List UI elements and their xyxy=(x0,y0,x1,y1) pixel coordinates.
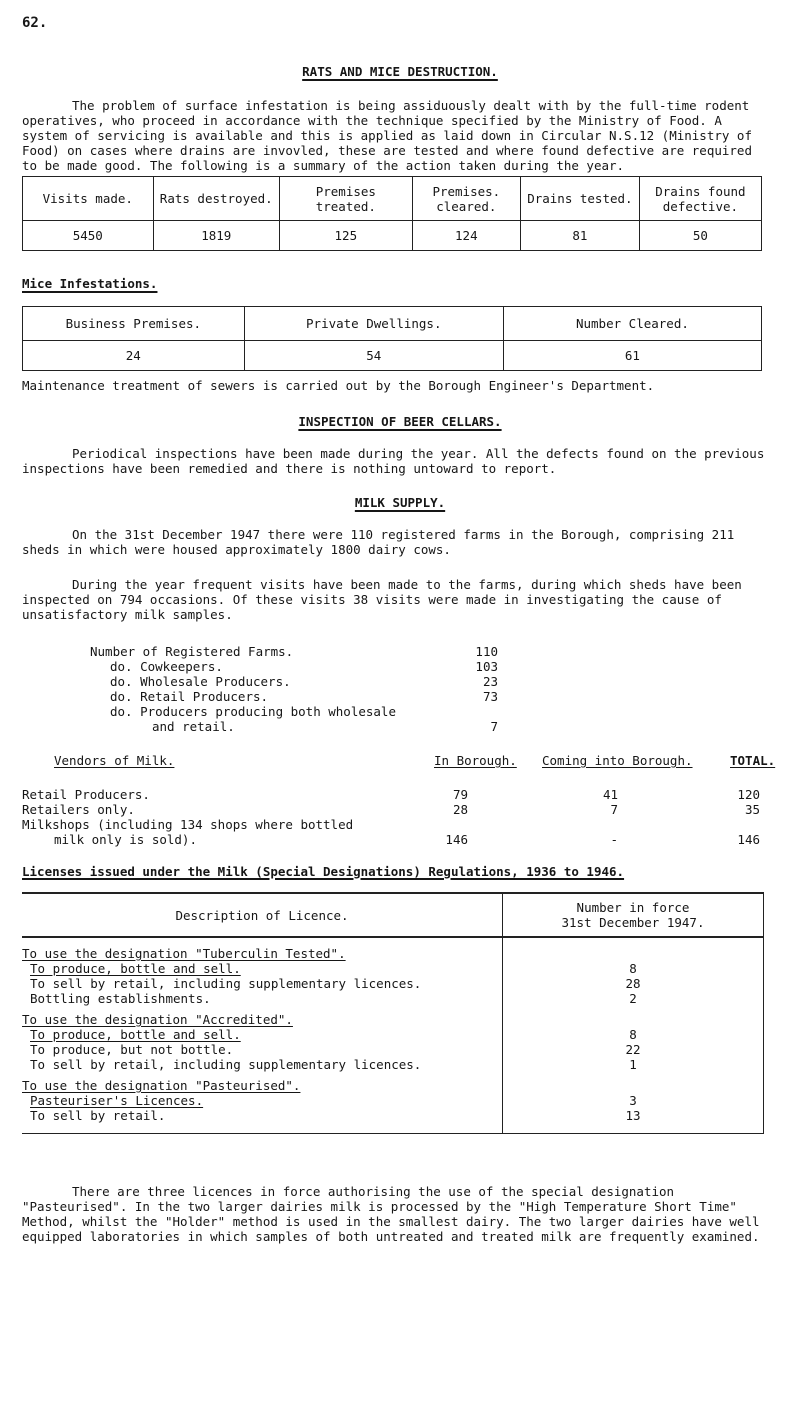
rats-value-cell: 124 xyxy=(412,221,520,251)
farm-value: 73 xyxy=(482,689,498,704)
farm-row xyxy=(0,674,800,689)
licence-group-title-spacer xyxy=(503,1078,763,1093)
farm-label: do. Wholesale Producers. xyxy=(110,674,291,689)
rats-header-cell: Drains tested. xyxy=(520,177,639,221)
mice-note: Maintenance treatment of sewers is carried out by the Borough Engineer's Department. xyxy=(22,378,655,393)
vendors-col-in-borough: In Borough. xyxy=(434,753,517,768)
milk-para1-block xyxy=(22,527,767,557)
rats-table-value-row xyxy=(23,221,762,251)
licence-group-numbers xyxy=(503,1078,763,1123)
vendor-label: Retail Producers. xyxy=(22,787,150,802)
farm-label: do. Producers producing both wholesale xyxy=(110,704,396,719)
licence-item-count: 1 xyxy=(629,1057,637,1072)
mice-header-cell: Business Premises. xyxy=(23,307,245,341)
beer-text-block xyxy=(22,446,767,476)
vendor-label-continued: milk only is sold). xyxy=(54,832,197,847)
licence-item: To sell by retail, including supplementary licences. xyxy=(30,976,422,991)
rats-value-cell: 5450 xyxy=(23,221,154,251)
licence-item-count: 8 xyxy=(629,961,637,976)
rats-heading: RATS AND MICE DESTRUCTION. xyxy=(302,64,498,79)
farm-value: 23 xyxy=(482,674,498,689)
licence-item-count: 3 xyxy=(629,1093,637,1108)
licence-item-count: 28 xyxy=(625,976,641,991)
licences-body-row xyxy=(22,937,764,1134)
vendor-total: 35 xyxy=(744,802,760,817)
farm-row xyxy=(0,689,800,704)
licences-closing: There are three licences in force authorising the use of the special designation "Pasteurised". In the two larger dairies milk is processed by the "High Temperature Short Time" Method, whilst the "Holder" method is used in the smallest dairy. The two larger dairies have well equipped laboratories in which samples of both untreated and treated milk are frequently examined. xyxy=(22,1184,760,1244)
licence-item: Bottling establishments. xyxy=(30,991,211,1006)
rats-table xyxy=(22,176,762,251)
rats-value-cell: 1819 xyxy=(153,221,279,251)
vendor-in-borough: 28 xyxy=(452,802,468,817)
page-number: 62. xyxy=(22,15,48,31)
vendor-coming-in: - xyxy=(610,832,618,847)
farm-value: 110 xyxy=(475,644,498,659)
licence-group xyxy=(22,1012,502,1072)
licences-col-number-line2: 31st December 1947. xyxy=(561,915,705,930)
vendors-title: Vendors of Milk. xyxy=(54,753,175,768)
mice-header-cell: Number Cleared. xyxy=(503,307,761,341)
vendors-col-coming-in: Coming into Borough. xyxy=(542,753,693,768)
milk-para1: On the 31st December 1947 there were 110 registered farms in the Borough, comprising 211 sheds in which were housed approximately 1800 dairy cows. xyxy=(22,527,735,557)
licence-item-count: 13 xyxy=(625,1108,641,1123)
licence-group-title: To use the designation "Tuberculin Tested". xyxy=(22,946,346,961)
milk-para2-block xyxy=(22,577,767,622)
farm-row xyxy=(0,719,800,734)
licences-table xyxy=(22,892,764,1134)
vendor-label: Milkshops (including 134 shops where bottled xyxy=(22,817,354,832)
licence-group xyxy=(22,946,502,1006)
licence-item-count: 8 xyxy=(629,1027,637,1042)
licence-group-title-spacer xyxy=(503,1012,763,1027)
rats-value-cell: 125 xyxy=(279,221,412,251)
licence-item: Pasteuriser's Licences. xyxy=(30,1093,204,1108)
milk-heading: MILK SUPPLY. xyxy=(354,495,446,510)
farm-value: 7 xyxy=(490,719,498,734)
mice-table-value-row xyxy=(23,341,762,371)
milk-para2: During the year frequent visits have been made to the farms, during which sheds have been inspected on 794 occasions. Of these visits 38 visits were made in investigating the cause of unsatisfactory milk samples. xyxy=(22,577,742,622)
farm-value: 103 xyxy=(475,659,498,674)
mice-table-header-row xyxy=(23,307,762,341)
rats-table-header-row xyxy=(23,177,762,221)
mice-table xyxy=(22,306,762,371)
vendors-col-total: TOTAL. xyxy=(730,753,776,768)
licences-col-number-line1: Number in force xyxy=(576,900,690,915)
mice-heading: Mice Infestations. xyxy=(22,276,158,291)
vendor-in-borough: 79 xyxy=(452,787,468,802)
farm-label: do. Cowkeepers. xyxy=(110,659,223,674)
mice-header-cell: Private Dwellings. xyxy=(244,307,503,341)
rats-intro-block xyxy=(22,98,762,173)
licence-group-title: To use the designation "Accredited". xyxy=(22,1012,293,1027)
licences-number-list xyxy=(503,946,763,1123)
beer-heading: INSPECTION OF BEER CELLARS. xyxy=(298,414,502,429)
licence-group-title-spacer xyxy=(503,946,763,961)
licences-heading: Licenses issued under the Milk (Special Designations) Regulations, 1936 to 1946. xyxy=(22,864,625,879)
licence-group-title: To use the designation "Pasteurised". xyxy=(22,1078,301,1093)
licence-group-numbers xyxy=(503,1012,763,1072)
farm-label: Number of Registered Farms. xyxy=(90,644,294,659)
licence-item-count: 2 xyxy=(629,991,637,1006)
licence-item: To sell by retail, including supplementary licences. xyxy=(30,1057,422,1072)
milk-heading-block xyxy=(0,495,800,510)
rats-intro: The problem of surface infestation is being assiduously dealt with by the full-time rodent operatives, who proceed in accordance with the technique specified by the Ministry of Food. A system of servicing is available and this is applied as laid down in Circular N.S.12 (Ministry of Food) on cases where drains are invovled, these are tested and where found defective are required to be made good. The following is a summary of the action taken during the year. xyxy=(22,98,752,173)
farm-row xyxy=(0,704,800,719)
mice-value-cell: 24 xyxy=(23,341,245,371)
rats-header-cell: Rats destroyed. xyxy=(153,177,279,221)
licences-number-cell xyxy=(503,937,764,1134)
beer-heading-block xyxy=(0,414,800,429)
licences-col-number xyxy=(503,893,764,937)
vendor-total: 146 xyxy=(737,832,760,847)
vendor-in-borough: 146 xyxy=(445,832,468,847)
vendor-coming-in: 41 xyxy=(602,787,618,802)
rats-header-cell: Premises. cleared. xyxy=(412,177,520,221)
licence-item: To produce, bottle and sell. xyxy=(30,1027,241,1042)
licences-closing-block xyxy=(22,1184,782,1244)
beer-text: Periodical inspections have been made during the year. All the defects found on the previous inspections have been remedied and there is nothing untoward to report. xyxy=(22,446,765,476)
mice-value-cell: 54 xyxy=(244,341,503,371)
licence-group xyxy=(22,1078,502,1123)
licences-col-description: Description of Licence. xyxy=(22,893,503,937)
farm-row xyxy=(0,659,800,674)
farm-row xyxy=(0,644,800,659)
rats-header-cell: Premises treated. xyxy=(279,177,412,221)
rats-value-cell: 81 xyxy=(520,221,639,251)
vendor-total: 120 xyxy=(737,787,760,802)
licences-description-cell xyxy=(22,937,503,1134)
rats-header-cell: Visits made. xyxy=(23,177,154,221)
mice-value-cell: 61 xyxy=(503,341,761,371)
farm-label: and retail. xyxy=(152,719,235,734)
licence-item: To produce, but not bottle. xyxy=(30,1042,234,1057)
licence-item: To produce, bottle and sell. xyxy=(30,961,241,976)
farm-label: do. Retail Producers. xyxy=(110,689,269,704)
licence-item: To sell by retail. xyxy=(30,1108,166,1123)
vendor-coming-in: 7 xyxy=(610,802,618,817)
vendor-label: Retailers only. xyxy=(22,802,135,817)
rats-value-cell: 50 xyxy=(639,221,761,251)
licence-group-numbers xyxy=(503,946,763,1006)
rats-heading-block xyxy=(0,64,800,79)
licence-item-count: 22 xyxy=(625,1042,641,1057)
licences-header-row xyxy=(22,893,764,937)
rats-header-cell: Drains found defective. xyxy=(639,177,761,221)
licences-description-list xyxy=(22,946,502,1123)
